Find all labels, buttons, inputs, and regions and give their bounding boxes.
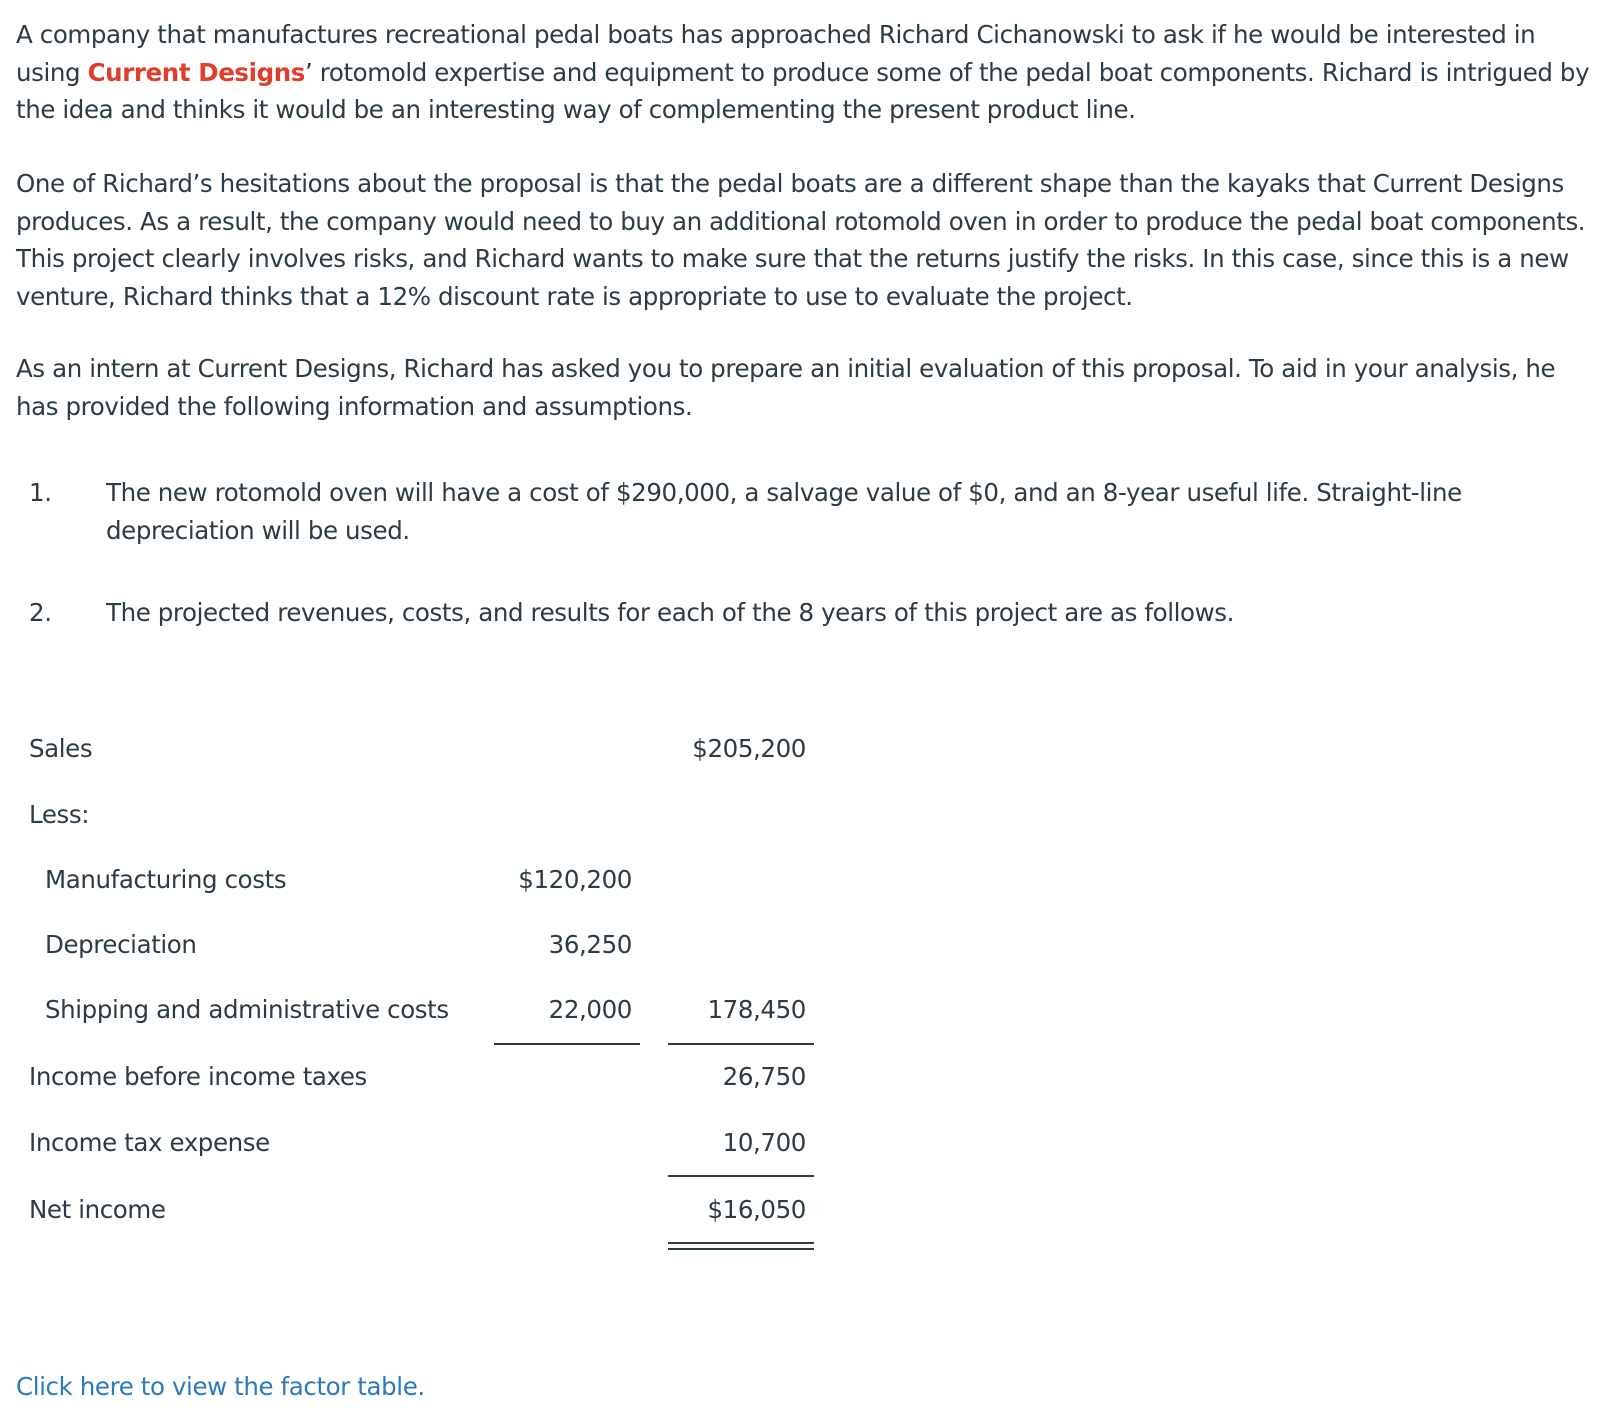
list-text: The new rotomold oven will have a cost of $290,000, a salvage value of $0, and an 8-year useful life. Straight-line depreciation will be used. <box>106 478 1462 545</box>
total-value: 26,750 <box>722 1062 806 1091</box>
net-income-double-rule <box>668 1242 814 1250</box>
row-label: Sales <box>29 734 93 763</box>
factor-table-link[interactable]: Click here to view the factor table. <box>16 1372 425 1401</box>
item-value: 22,000 <box>548 995 632 1024</box>
total-value: 178,450 <box>707 995 806 1024</box>
subtotal-rule-col1 <box>494 1043 640 1045</box>
intro-paragraph-1 <box>16 16 1596 129</box>
intro-text-end: ’ rotomold expertise and equipment to produce some of the pedal boat components. Richard is intrigued by the idea and thinks it would be an interesting way of complementing the present product line. <box>16 57 1590 124</box>
net-income-rule <box>668 1175 814 1177</box>
statement-row-income-tax <box>0 1128 1612 1168</box>
row-label: Depreciation <box>45 930 197 959</box>
statement-row-sales <box>0 734 1612 774</box>
intro-text-start: A company that manufactures recreational pedal boats has approached Richard Cichanowski to ask if he would be interested in using <box>16 20 1536 87</box>
brand-name: Current Designs <box>87 57 305 87</box>
list-number: 2. <box>29 598 52 627</box>
list-number: 1. <box>29 478 52 507</box>
statement-row-less <box>0 800 1612 840</box>
statement-row-shipping <box>0 995 1612 1035</box>
statement-row-manufacturing <box>0 865 1612 905</box>
list-text: The projected revenues, costs, and results for each of the 8 years of this project are as follows. <box>106 598 1234 627</box>
subtotal-rule-col2 <box>668 1043 814 1045</box>
intro-paragraph-3: As an intern at Current Designs, Richard has asked you to prepare an initial evaluation of this proposal. To aid in your analysis, he has provided the following information and assumptions. <box>16 354 1556 421</box>
statement-row-depreciation <box>0 930 1612 970</box>
row-label: Manufacturing costs <box>45 865 287 894</box>
row-label: Less: <box>29 800 90 829</box>
statement-row-income-before-taxes <box>0 1062 1612 1102</box>
intro-paragraph-2: One of Richard’s hesitations about the proposal is that the pedal boats are a different shape than the kayaks that Current Designs produces. As a result, the company would need to buy an additional rotomold oven in order to produce the pedal boat components. This project clearly involves risks, and Richard wants to make sure that the returns justify the risks. In this case, since this is a new venture, Richard thinks that a 12% discount rate is appropriate to use to evaluate the project. <box>16 169 1586 311</box>
row-label: Net income <box>29 1195 166 1224</box>
row-label: Shipping and administrative costs <box>45 995 449 1024</box>
total-value: 10,700 <box>722 1128 806 1157</box>
row-label: Income before income taxes <box>29 1062 367 1091</box>
statement-row-net-income <box>0 1195 1612 1235</box>
total-value: $205,200 <box>692 734 806 763</box>
row-label: Income tax expense <box>29 1128 270 1157</box>
total-value: $16,050 <box>707 1195 806 1224</box>
item-value: $120,200 <box>518 865 632 894</box>
item-value: 36,250 <box>548 930 632 959</box>
